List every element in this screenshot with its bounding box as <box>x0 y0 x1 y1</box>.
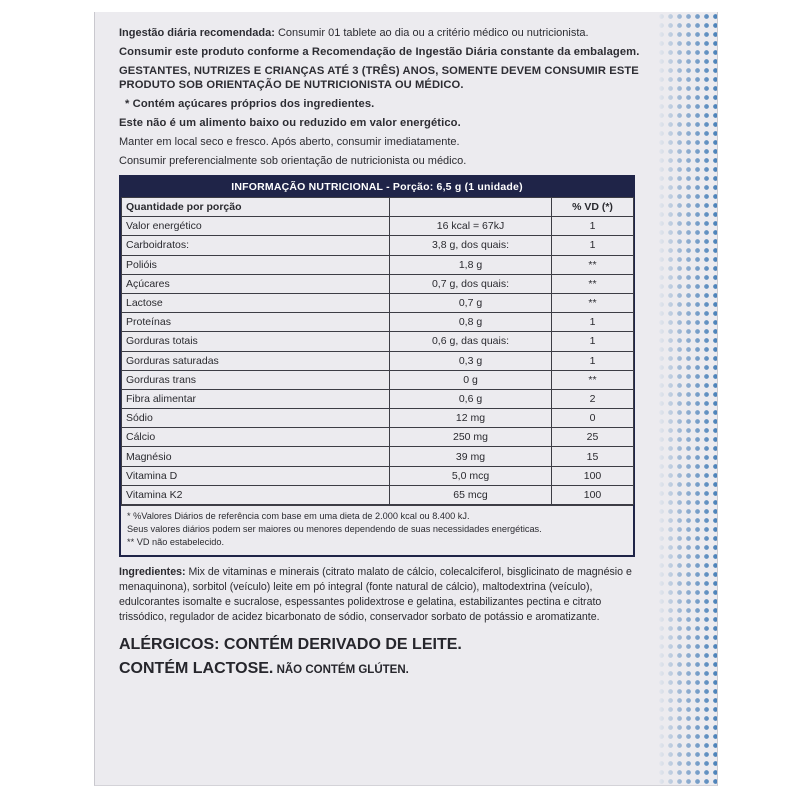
lactose-warning: CONTÉM LACTOSE. <box>119 660 274 677</box>
nutrient-vd: 100 <box>552 466 634 485</box>
nutrient-vd: ** <box>552 274 634 293</box>
nutrition-row <box>122 447 634 466</box>
nutrient-name: Polióis <box>122 255 390 274</box>
nutrient-vd: ** <box>552 293 634 312</box>
nutrition-row <box>122 466 634 485</box>
nutrient-name: Proteínas <box>122 313 390 332</box>
nutrition-row <box>122 389 634 408</box>
nutrition-table <box>119 175 635 557</box>
nutrient-amount: 0,3 g <box>390 351 552 370</box>
nutrient-name: Fibra alimentar <box>122 389 390 408</box>
nutrition-row <box>122 236 634 255</box>
nutrient-vd: ** <box>552 370 634 389</box>
nutrient-amount: 0,7 g <box>390 293 552 312</box>
nutrient-vd: 2 <box>552 389 634 408</box>
nutrition-row <box>122 255 634 274</box>
nutrient-name: Lactose <box>122 293 390 312</box>
dot-pattern-decoration <box>657 12 717 785</box>
nutrient-name: Gorduras totais <box>122 332 390 351</box>
nutrition-footnotes <box>121 505 633 555</box>
nutrient-amount: 0 g <box>390 370 552 389</box>
footnote-energy: Seus valores diários podem ser maiores ou menores dependendo de suas necessidades energéticas. <box>127 524 542 534</box>
header-vd: % VD (*) <box>552 198 634 217</box>
nao-baixo-note: Este não é um alimento baixo ou reduzido em valor energético. <box>119 117 461 129</box>
nutrient-amount: 16 kcal = 67kJ <box>390 217 552 236</box>
ingredients-text: Mix de vitaminas e minerais (citrato malato de cálcio, colecalciferol, bisglicinato de magnésio e menaquinona), sorbitol (veículo) leite em pó integral (fonte natural de cálcio), maltodextrina (veículo), edulcorantes isomalte e sucralose, espessantes polidextrose e gelatina, estabilizantes pectina e citrato trissódico, regulador de acidez bicarbonato de sódio, conservador sorbato de potássio e aromatizante. <box>119 566 632 623</box>
nutrition-row <box>122 274 634 293</box>
nutrition-row <box>122 217 634 236</box>
footnote-vd-base: * %Valores Diários de referência com base em uma dieta de 2.000 kcal ou 8.400 kJ. <box>127 511 470 521</box>
nutrition-grid <box>121 197 634 505</box>
nutrition-row <box>122 332 634 351</box>
nutrient-amount: 0,7 g, dos quais: <box>390 274 552 293</box>
nutrient-name: Gorduras trans <box>122 370 390 389</box>
lactose-gluten-line <box>119 659 655 680</box>
nutrient-name: Valor energético <box>122 217 390 236</box>
nutrient-vd: 1 <box>552 351 634 370</box>
nutrient-name: Açúcares <box>122 274 390 293</box>
ingestao-label: Ingestão diária recomendada: <box>119 27 275 39</box>
storage-note: Manter em local seco e fresco. Após aberto, consumir imediatamente. <box>119 136 460 148</box>
gestantes-warning: GESTANTES, NUTRIZES E CRIANÇAS ATÉ 3 (TRÊS) ANOS, SOMENTE DEVEM CONSUMIR ESTE PRODUTO SOB ORIENTAÇÃO DE NUTRICIONISTA OU MÉDICO. <box>119 65 639 91</box>
nutrient-amount: 12 mg <box>390 409 552 428</box>
header-amount <box>390 198 552 217</box>
nutrient-amount: 39 mg <box>390 447 552 466</box>
nutrient-amount: 5,0 mcg <box>390 466 552 485</box>
nutrient-name: Gorduras saturadas <box>122 351 390 370</box>
nutrient-name: Vitamina D <box>122 466 390 485</box>
nutrition-row <box>122 409 634 428</box>
acucares-note: * Contém açúcares próprios dos ingredientes. <box>125 98 375 110</box>
orientation-note: Consumir preferencialmente sob orientação de nutricionista ou médico. <box>119 155 467 167</box>
nutrient-name: Sódio <box>122 409 390 428</box>
nutrient-vd: ** <box>552 255 634 274</box>
nutrition-row <box>122 313 634 332</box>
nutrient-vd: 15 <box>552 447 634 466</box>
ingredients-paragraph <box>119 565 649 625</box>
nutrient-vd: 1 <box>552 332 634 351</box>
ingestao-text <box>119 26 655 40</box>
nutrient-vd: 1 <box>552 217 634 236</box>
nutrient-vd: 100 <box>552 485 634 504</box>
nutrient-name: Cálcio <box>122 428 390 447</box>
nutrient-amount: 0,6 g <box>390 389 552 408</box>
recomendacao-text: Consumir este produto conforme a Recomendação de Ingestão Diária constante da embalagem. <box>119 46 640 58</box>
nutrient-amount: 0,8 g <box>390 313 552 332</box>
nutrient-vd: 0 <box>552 409 634 428</box>
label-panel <box>94 12 718 786</box>
nutrient-amount: 1,8 g <box>390 255 552 274</box>
nutrition-row <box>122 293 634 312</box>
nutrition-title: INFORMAÇÃO NUTRICIONAL - Porção: 6,5 g (1 unidade) <box>121 177 633 197</box>
ingestao-value: Consumir 01 tablete ao dia ou a critério médico ou nutricionista. <box>274 27 589 39</box>
nutrient-name: Vitamina K2 <box>122 485 390 504</box>
nutrition-row <box>122 351 634 370</box>
nutrient-amount: 250 mg <box>390 428 552 447</box>
nutrient-amount: 0,6 g, das quais: <box>390 332 552 351</box>
allergen-warning: ALÉRGICOS: CONTÉM DERIVADO DE LEITE. <box>119 636 462 653</box>
header-quantidade: Quantidade por porção <box>122 198 390 217</box>
nutrient-vd: 1 <box>552 236 634 255</box>
nutrient-amount: 65 mcg <box>390 485 552 504</box>
nutrient-name: Magnésio <box>122 447 390 466</box>
label-content <box>119 26 655 680</box>
nutrient-name: Carboidratos: <box>122 236 390 255</box>
footnote-vd-na: ** VD não estabelecido. <box>127 537 225 547</box>
nutrition-row <box>122 428 634 447</box>
nutrition-header-row <box>122 198 634 217</box>
nutrient-vd: 1 <box>552 313 634 332</box>
nutrition-row <box>122 370 634 389</box>
nutrient-vd: 25 <box>552 428 634 447</box>
ingredients-label: Ingredientes: <box>119 566 186 578</box>
gluten-note: NÃO CONTÉM GLÚTEN. <box>273 664 409 676</box>
nutrition-row <box>122 485 634 504</box>
nutrient-amount: 3,8 g, dos quais: <box>390 236 552 255</box>
